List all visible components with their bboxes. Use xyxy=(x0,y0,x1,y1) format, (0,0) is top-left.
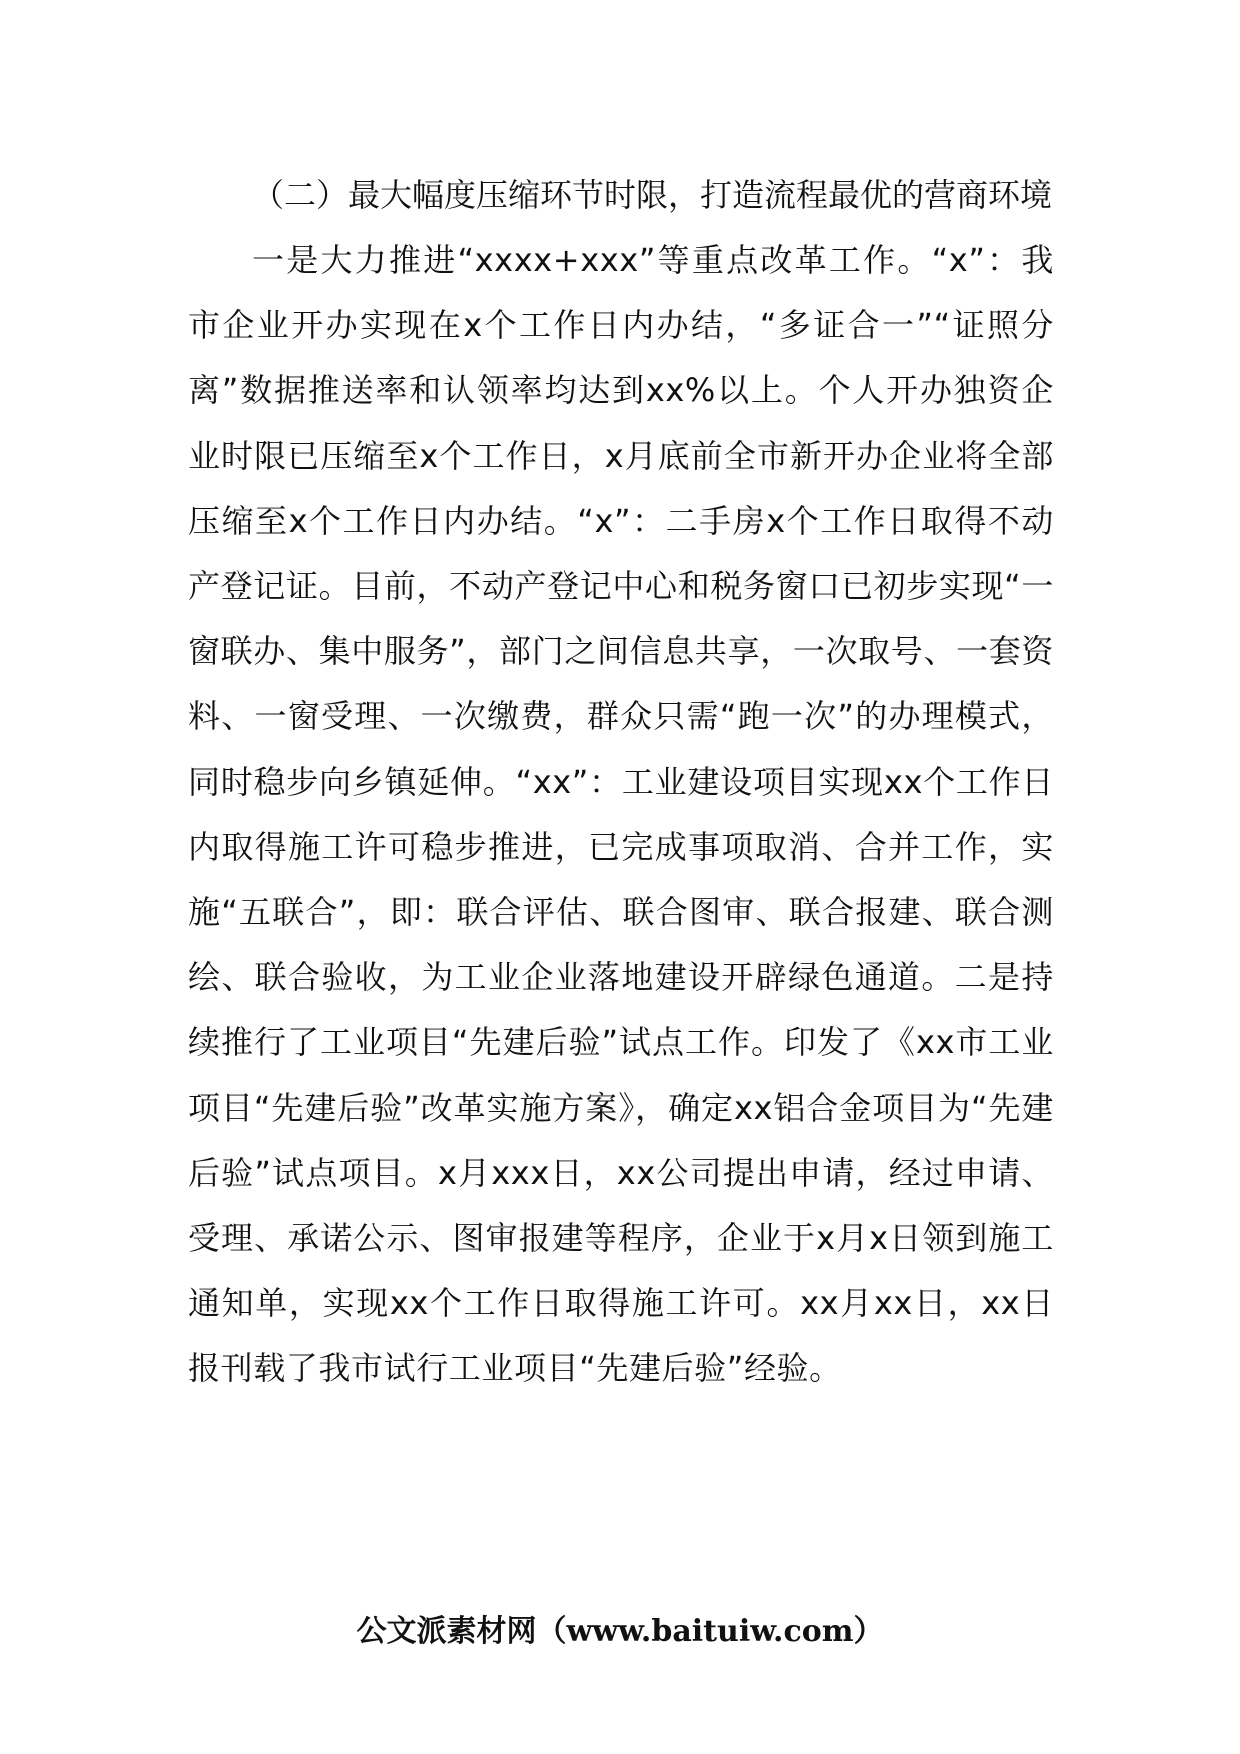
document-body xyxy=(188,163,1054,1402)
section-heading: （二）最大幅度压缩环节时限，打造流程最优的营商环境 xyxy=(252,176,1053,214)
body-paragraph: 一是大力推进“xxxx+xxx”等重点改革工作。“x”：我市企业开办实现在x个工作日内办结，“多证合一”“证照分离”数据推送率和认领率均达到xx%以上。个人开办独资企业时限已压缩至x个工作日，x月底前全市新开办企业将全部压缩至x个工作日内办结。“x”：二手房x个工作日取得不动产登记证。目前，不动产登记中心和税务窗口已初步实现“一窗联办、集中服务”，部门之间信息共享，一次取号、一套资料、一窗受理、一次缴费，群众只需“跑一次”的办理模式，同时稳步向乡镇延伸。“xx”：工业建设项目实现xx个工作日内取得施工许可稳步推进，已完成事项取消、合并工作，实施“五联合”，即：联合评估、联合图审、联合报建、联合测绘、联合验收，为工业企业落地建设开辟绿色通道。二是持续推行了工业项目“先建后验”试点工作。印发了《xx市工业项目“先建后验”改革实施方案》，确定xx铝合金项目为“先建后验”试点项目。x月xxx日，xx公司提出申请，经过申请、受理、承诺公示、图审报建等程序，企业于x月x日领到施工通知单，实现xx个工作日取得施工许可。xx月xx日，xx日报刊载了我市试行工业项目“先建后验”经验。 xyxy=(188,241,1054,1388)
footer-watermark: 公文派素材网（www.baituiw.com） xyxy=(356,1614,884,1649)
